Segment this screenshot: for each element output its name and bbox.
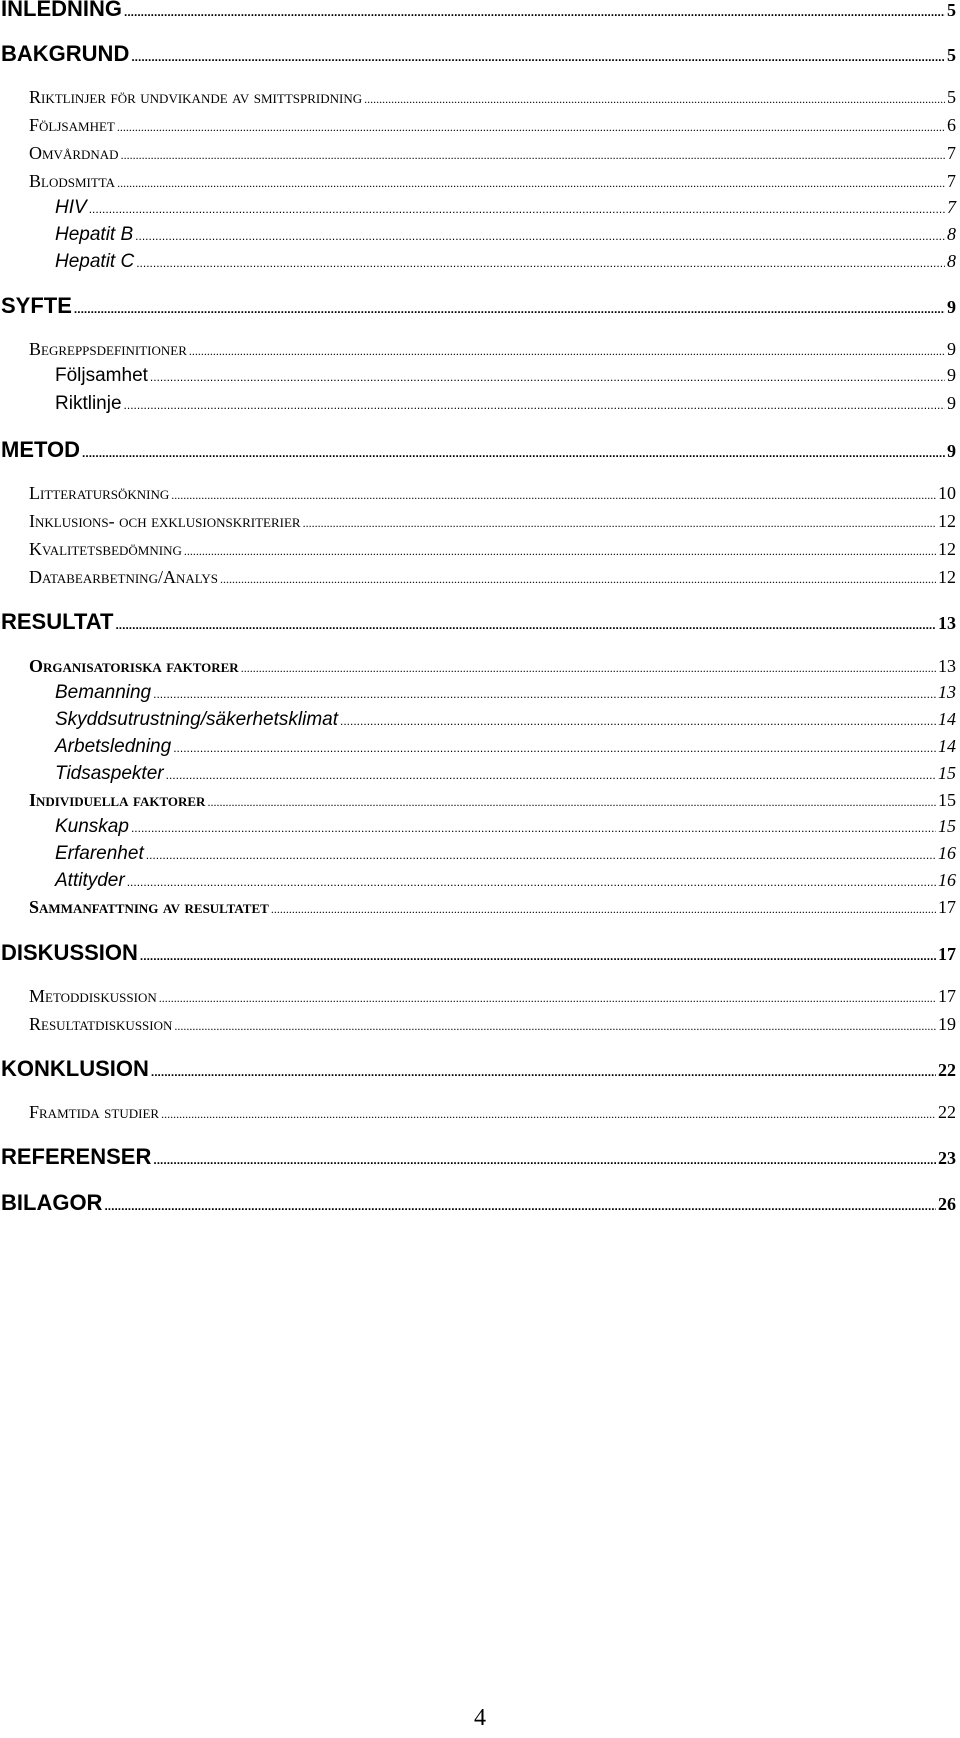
toc-entry-page: 10 <box>938 483 956 503</box>
toc-entry[interactable] <box>29 986 956 1007</box>
toc-entry-page: 16 <box>938 870 956 890</box>
toc-entry-label: DISKUSSION <box>1 940 138 965</box>
toc-entry-page: 9 <box>947 297 956 317</box>
dot-leader <box>161 1107 936 1122</box>
toc-entry-page: 12 <box>938 539 956 559</box>
toc-entry-label: Kvalitetsbedömning <box>29 539 182 559</box>
toc-entry-label: BILAGOR <box>1 1190 103 1215</box>
toc-entry[interactable] <box>29 567 956 588</box>
toc-entry-page: 7 <box>947 197 956 217</box>
toc-entry-page: 15 <box>938 790 956 810</box>
dot-leader <box>303 516 936 531</box>
toc-entry[interactable] <box>29 115 956 136</box>
toc-entry-page: 9 <box>947 393 956 413</box>
toc-entry-page: 17 <box>938 944 956 964</box>
dot-leader <box>131 821 936 835</box>
dot-leader <box>207 795 936 810</box>
toc-entry-page: 9 <box>947 441 956 461</box>
dot-leader <box>166 768 936 782</box>
dot-leader <box>189 344 945 359</box>
dot-leader <box>150 370 945 384</box>
toc-entry-label: Framtida studier <box>29 1102 160 1122</box>
toc-entry[interactable] <box>1 437 956 463</box>
toc-entry[interactable] <box>55 365 956 387</box>
dot-leader <box>174 1019 936 1034</box>
toc-entry-label: Skyddsutrustning/säkerhetsklimat <box>55 709 339 730</box>
dot-leader <box>173 741 936 755</box>
toc-entry-page: 6 <box>947 115 956 135</box>
toc-entry-page: 12 <box>938 511 956 531</box>
toc-entry-label: REFERENSER <box>1 1144 152 1169</box>
toc-entry-page: 8 <box>947 224 956 244</box>
toc-entry[interactable] <box>55 709 956 731</box>
toc-entry-label: Omvårdnad <box>29 143 119 163</box>
toc-entry-label: Databearbetning/Analys <box>29 567 218 587</box>
dot-leader <box>135 229 945 243</box>
toc-entry-page: 17 <box>938 986 956 1006</box>
toc-entry[interactable] <box>1 609 956 635</box>
toc-entry-label: Bemanning <box>55 682 152 703</box>
toc-entry-label: RESULTAT <box>1 609 114 634</box>
toc-entry-label: Begreppsdefinitioner <box>29 339 187 359</box>
toc-entry-page: 9 <box>947 365 956 385</box>
dot-leader <box>171 488 936 503</box>
toc-entry-page: 5 <box>947 45 956 65</box>
dot-leader <box>153 1153 936 1167</box>
toc-entry[interactable] <box>29 483 956 504</box>
toc-entry-page: 26 <box>938 1194 956 1214</box>
toc-entry[interactable] <box>55 197 956 219</box>
toc-entry[interactable] <box>55 816 956 838</box>
toc-entry-page: 9 <box>947 339 956 359</box>
toc-entry-label: Följsamhet <box>29 115 115 135</box>
toc-entry-page: 22 <box>938 1102 956 1122</box>
toc-entry[interactable] <box>1 0 956 22</box>
toc-entry[interactable] <box>55 843 956 865</box>
dot-leader <box>104 1199 936 1213</box>
toc-entry-page: 13 <box>938 613 956 633</box>
toc-entry[interactable] <box>55 870 956 892</box>
dot-leader <box>153 687 936 701</box>
toc-entry-page: 16 <box>938 843 956 863</box>
toc-entry-page: 14 <box>938 736 956 756</box>
toc-entry-label: Hepatit B <box>55 224 134 245</box>
dot-leader <box>364 92 945 107</box>
toc-entry[interactable] <box>55 251 956 273</box>
toc-entry-page: 23 <box>938 1148 956 1168</box>
toc-entry-label: Riktlinje <box>55 393 122 414</box>
toc-entry[interactable] <box>1 1056 956 1082</box>
toc-entry-label: Attityder <box>55 870 125 891</box>
toc-entry-page: 7 <box>947 171 956 191</box>
dot-leader <box>271 902 936 917</box>
toc-entry-page: 14 <box>938 709 956 729</box>
toc-entry-label: Kunskap <box>55 816 129 837</box>
dot-leader <box>151 1065 936 1079</box>
toc-entry[interactable] <box>29 171 956 192</box>
toc-entry-label: INLEDNING <box>1 0 122 21</box>
toc-entry-page: 8 <box>947 251 956 271</box>
page-number: 4 <box>474 1705 486 1731</box>
toc-entry[interactable] <box>55 763 956 785</box>
toc-entry[interactable] <box>29 539 956 560</box>
dot-leader <box>115 618 936 632</box>
toc-entry-label: Erfarenhet <box>55 843 144 864</box>
toc-entry[interactable] <box>29 1102 956 1123</box>
toc-entry[interactable] <box>55 736 956 758</box>
toc-entry[interactable] <box>1 293 956 319</box>
toc-entry[interactable] <box>29 656 956 677</box>
dot-leader <box>74 302 945 316</box>
toc-entry[interactable] <box>29 143 956 164</box>
toc-entry-label: Hepatit C <box>55 251 135 272</box>
dot-leader <box>146 848 936 862</box>
dot-leader <box>124 5 945 19</box>
toc-entry-label: Inklusions- och exklusionskriterier <box>29 511 301 531</box>
toc-entry-page: 17 <box>938 897 956 917</box>
toc-entry-label: Blodsmitta <box>29 171 116 191</box>
toc-entry-label: Tidsaspekter <box>55 763 164 784</box>
toc-entry[interactable] <box>1 940 956 966</box>
toc-entry-page: 13 <box>938 656 956 676</box>
toc-entry-label: METOD <box>1 437 81 462</box>
toc-entry-label: Riktlinjer för undvikande av smittspridning <box>29 87 363 107</box>
toc-entry-page: 12 <box>938 567 956 587</box>
toc-entry-page: 5 <box>947 0 956 20</box>
toc-entry[interactable] <box>1 41 956 67</box>
toc-entry-page: 7 <box>947 143 956 163</box>
dot-leader <box>131 50 945 64</box>
toc-entry[interactable] <box>29 339 956 360</box>
toc-entry[interactable] <box>1 1190 956 1216</box>
toc-entry-page: 15 <box>938 763 956 783</box>
dot-leader <box>140 949 936 963</box>
toc-entry[interactable] <box>29 511 956 532</box>
toc-entry[interactable] <box>1 1144 956 1170</box>
dot-leader <box>117 176 945 191</box>
toc-entry[interactable] <box>29 790 956 811</box>
toc-entry-label: Metoddiskussion <box>29 986 157 1006</box>
toc-entry-page: 19 <box>938 1014 956 1034</box>
toc-entry-label: Litteratursökning <box>29 483 170 503</box>
dot-leader <box>124 398 945 412</box>
toc-entry[interactable] <box>55 682 956 704</box>
dot-leader <box>121 148 945 163</box>
toc-entry-page: 5 <box>947 87 956 107</box>
toc-entry-label: KONKLUSION <box>1 1056 149 1081</box>
dot-leader <box>241 661 936 676</box>
toc-entry-label: Individuella faktorer <box>29 790 206 810</box>
toc-entry[interactable] <box>29 897 956 918</box>
toc-entry[interactable] <box>29 87 956 108</box>
toc-entry-label: SYFTE <box>1 293 72 318</box>
dot-leader <box>159 991 936 1006</box>
toc-entry[interactable] <box>55 224 956 246</box>
toc-entry-page: 13 <box>938 682 956 702</box>
dot-leader <box>117 120 945 135</box>
toc-entry-label: Arbetsledning <box>55 736 172 757</box>
dot-leader <box>184 544 936 559</box>
dot-leader <box>82 446 945 460</box>
toc-entry[interactable] <box>29 1014 956 1035</box>
toc-entry-label: Resultatdiskussion <box>29 1014 173 1034</box>
toc-entry-page: 22 <box>938 1060 956 1080</box>
toc-entry-label: Följsamhet <box>55 365 148 386</box>
dot-leader <box>89 202 945 216</box>
toc-entry-label: Sammanfattning av resultatet <box>29 897 269 917</box>
toc-entry-label: BAKGRUND <box>1 41 130 66</box>
toc-entry[interactable] <box>55 393 956 415</box>
dot-leader <box>127 875 936 889</box>
toc-entry-label: HIV <box>55 197 87 218</box>
toc-entry-label: Organisatoriska faktorer <box>29 656 239 676</box>
dot-leader <box>136 256 945 270</box>
toc-entry-page: 15 <box>938 816 956 836</box>
dot-leader <box>340 714 936 728</box>
dot-leader <box>220 572 936 587</box>
